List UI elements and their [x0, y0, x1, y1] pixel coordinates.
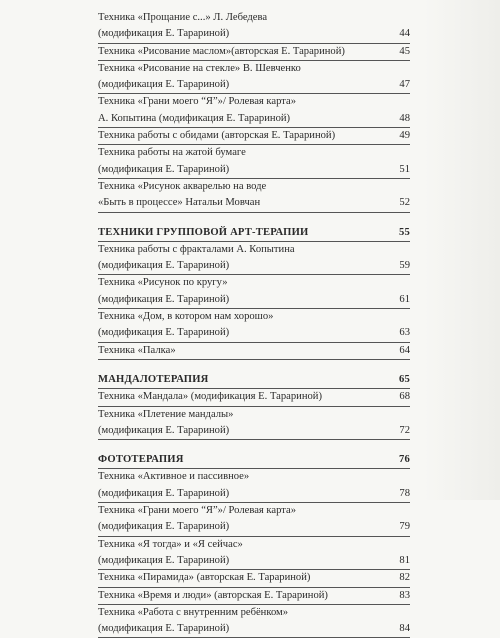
toc-block-art-therapy-techniques — [98, 10, 410, 213]
section-heading-title: ФОТОТЕРАПИЯ — [98, 454, 184, 466]
page-number: 47 — [399, 79, 410, 91]
toc-entry-text: Техника «Прощание с...» Л. Лебедева — [98, 12, 268, 23]
toc-entry-text: Техника «Работа с внутренним ребёнком» — [98, 606, 289, 618]
toc-entry — [98, 111, 410, 128]
page-number: 51 — [399, 163, 410, 175]
toc-entry-text: «Быть в процессе» Натальи Мовчан — [98, 197, 261, 209]
toc-entry-text: Техника «Рисунок по кругу» — [98, 277, 228, 289]
page-number: 52 — [399, 197, 410, 209]
toc-entry — [98, 258, 410, 275]
toc-entry — [98, 195, 410, 212]
toc-entry-text: Техника работы на жатой бумаге — [98, 147, 246, 159]
page-number: 79 — [399, 521, 410, 533]
toc-entry — [98, 309, 410, 325]
page-number: 72 — [399, 424, 410, 436]
toc-entry-text: Техника «Грани моего “Я”»/ Ролевая карта» — [98, 505, 297, 517]
toc-entry-text: (модификация Е. Тарариной) — [98, 327, 230, 339]
toc-entry-text: Техника работы с обидами (авторская Е. Тарариной) — [98, 130, 336, 142]
page-edge-shadow — [424, 0, 500, 500]
toc-entry — [98, 621, 410, 638]
toc-entry-text: Техника «Рисунок акварелью на воде — [98, 180, 267, 192]
toc-entry — [98, 343, 410, 360]
toc-sections — [98, 225, 410, 638]
page-number: 59 — [399, 260, 410, 272]
toc-entry-text: (модификация Е. Тарариной) — [98, 424, 230, 436]
toc-entry — [98, 423, 410, 440]
section-heading-title: МАНДАЛОТЕРАПИЯ — [98, 373, 209, 385]
toc-entry — [98, 94, 410, 110]
toc-entry-text: Техника «Активное и пассивное» — [98, 471, 250, 483]
toc-entry-text: (модификация Е. Тарариной) — [98, 554, 230, 566]
toc-entry — [98, 570, 410, 587]
toc-entry — [98, 145, 410, 161]
toc-entry — [98, 26, 410, 43]
toc-entry — [98, 325, 410, 342]
page-number: 78 — [399, 487, 410, 499]
page-number: 55 — [399, 226, 410, 238]
toc-entry — [98, 553, 410, 570]
page-number: 44 — [399, 28, 410, 40]
toc-section — [98, 372, 410, 440]
toc-entry — [98, 128, 410, 145]
page-number: 61 — [399, 293, 410, 305]
toc-entry — [98, 179, 410, 195]
table-of-contents — [98, 10, 410, 638]
toc-entry — [98, 242, 410, 258]
toc-entry-text: Техника «Время и люди» (авторская Е. Тарариной) — [98, 589, 328, 601]
toc-section — [98, 225, 410, 360]
page-number: 49 — [399, 130, 410, 142]
toc-entry — [98, 44, 410, 61]
toc-entry-text: (модификация Е. Тарариной) — [98, 487, 230, 499]
toc-entry — [98, 588, 410, 605]
toc-entry — [98, 10, 410, 26]
page-number: 45 — [399, 45, 410, 57]
toc-entry-text: (модификация Е. Тарариной) — [98, 623, 230, 635]
toc-entry-text: Техника «Я тогда» и «Я сейчас» — [98, 538, 243, 550]
section-heading-title: ТЕХНИКИ ГРУППОВОЙ АРТ-ТЕРАПИИ — [98, 226, 309, 238]
toc-entry-text: Техника «Рисование на стекле» В. Шевченко — [98, 62, 301, 74]
toc-entry — [98, 407, 410, 423]
toc-entry — [98, 605, 410, 621]
toc-entry-text: (модификация Е. Тарариной) — [98, 260, 230, 272]
page-number: 64 — [399, 344, 410, 356]
toc-entry-text: Техника «Палка» — [98, 344, 176, 356]
toc-entry-text: (модификация Е. Тарариной) — [98, 521, 230, 533]
page-number: 48 — [399, 112, 410, 124]
toc-entry-text: Техника «Дом, в котором нам хорошо» — [98, 311, 274, 323]
section-heading — [98, 225, 410, 242]
toc-entry-text: (модификация Е. Тарариной) — [98, 293, 230, 305]
toc-entry — [98, 537, 410, 553]
toc-entry — [98, 503, 410, 519]
toc-entry — [98, 61, 410, 77]
section-heading — [98, 452, 410, 469]
toc-entry-text: Техника «Рисование маслом»(авторская Е. Тарариной) — [98, 45, 345, 57]
page-number: 84 — [399, 623, 410, 635]
toc-entry — [98, 292, 410, 309]
toc-entry — [98, 519, 410, 536]
toc-entry — [98, 162, 410, 179]
page-number: 81 — [399, 554, 410, 566]
toc-entry-text: Техника «Мандала» (модификация Е. Тарариной) — [98, 391, 322, 403]
toc-entry-text: (модификация Е. Тарариной) — [98, 28, 230, 40]
page-number: 76 — [399, 454, 410, 466]
section-heading — [98, 372, 410, 389]
toc-entry-text: А. Копытина (модификация Е. Тарариной) — [98, 112, 291, 124]
page-number: 82 — [399, 572, 410, 584]
page-number: 63 — [399, 327, 410, 339]
toc-entry-text: (модификация Е. Тарариной) — [98, 79, 230, 91]
toc-entry — [98, 77, 410, 94]
toc-entry-text: Техника «Грани моего “Я”»/ Ролевая карта» — [98, 96, 297, 108]
toc-section — [98, 452, 410, 638]
toc-entry-text: Техника «Пирамида» (авторская Е. Тарариной) — [98, 572, 311, 584]
toc-entry-text: (модификация Е. Тарариной) — [98, 163, 230, 175]
toc-entry — [98, 486, 410, 503]
page-number: 65 — [399, 373, 410, 385]
page-number: 83 — [399, 589, 410, 601]
toc-entry-text: Техника «Плетение мандалы» — [98, 408, 234, 420]
page-number: 68 — [399, 391, 410, 403]
toc-entry — [98, 275, 410, 291]
toc-entry — [98, 469, 410, 485]
toc-entry-text: Техника работы с фракталами А. Копытина — [98, 243, 295, 255]
toc-entry — [98, 389, 410, 406]
